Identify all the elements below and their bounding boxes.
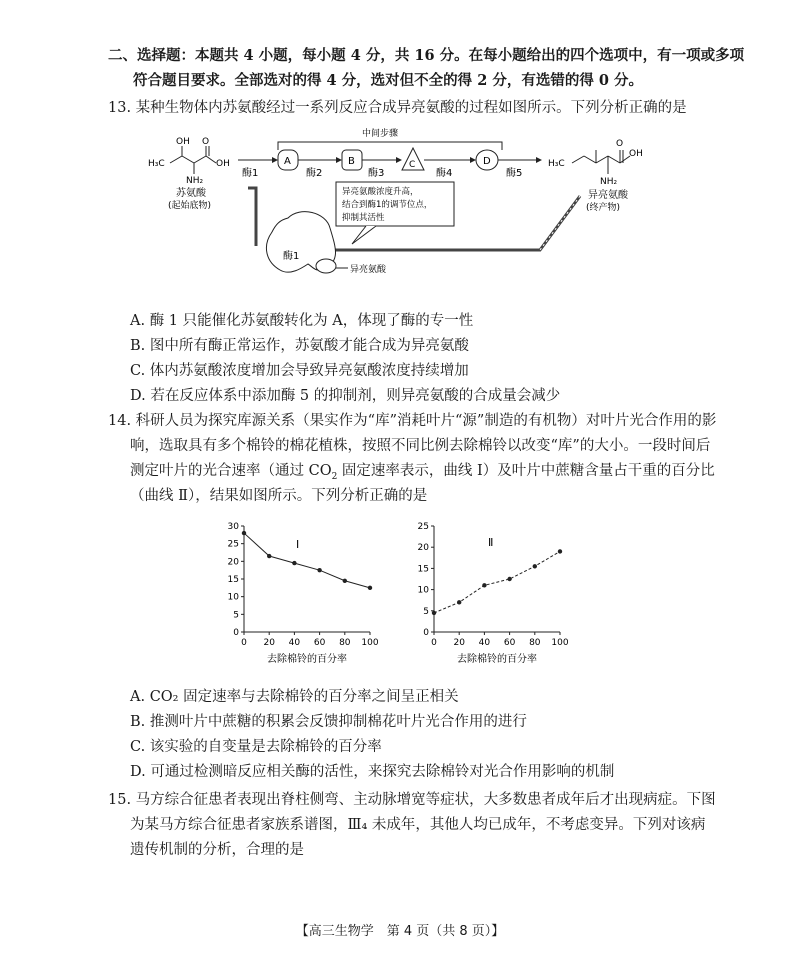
threonine-o: O <box>202 137 210 147</box>
curve-label: Ⅱ <box>488 536 494 549</box>
y-tick-label: 15 <box>417 564 429 575</box>
node-c-label: C <box>409 160 416 170</box>
data-point <box>533 564 537 568</box>
y-tick-label: 0 <box>423 628 429 638</box>
enzyme5-step: 酶5 <box>506 168 523 179</box>
q13-option-a: A. 酶 1 只能催化苏氨酸转化为 A，体现了酶的专一性 <box>130 313 474 329</box>
data-point <box>292 561 296 565</box>
x-tick-label: 80 <box>339 638 351 648</box>
data-point <box>507 577 511 581</box>
y-tick-label: 25 <box>417 522 429 532</box>
y-tick-label: 5 <box>423 606 429 617</box>
x-tick-label: 40 <box>478 638 491 648</box>
data-point <box>267 554 271 558</box>
y-tick-label: 10 <box>417 585 429 596</box>
enzyme1-step: 酶1 <box>242 168 259 179</box>
isoleucine-label: 异亮氨酸 <box>588 190 628 201</box>
callout-line3: 抑制其活性 <box>342 213 385 223</box>
q14-stem-line3 <box>130 461 715 487</box>
x-tick-label: 40 <box>288 638 301 648</box>
y-tick-label: 25 <box>227 539 239 550</box>
isoleucine-small-label: 异亮氨酸 <box>350 265 387 275</box>
q15-line1: 15. 马方综合征患者表现出脊柱侧弯、主动脉增宽等症状，大多数患者成年后才出现病症。下图 <box>108 792 716 808</box>
q15-line3: 遗传机制的分析，合理的是 <box>130 842 304 858</box>
x-tick-label: 100 <box>361 638 379 648</box>
chart-curve-2 <box>412 516 582 666</box>
isoleucine-o: O <box>616 139 624 149</box>
q14-stem-line2: 响，选取具有多个棉铃的棉花植株，按照不同比例去除棉铃以改变“库”的大小。一段时间后 <box>130 438 711 454</box>
enzyme3-step: 酶3 <box>368 168 385 179</box>
threonine-structure <box>170 146 216 174</box>
q14-stem-line3-a: 测定叶片的光合速率（通过 CO <box>130 463 332 479</box>
q13-option-b: B. 图中所有酶正常运作，苏氨酸才能合成为异亮氨酸 <box>130 338 469 354</box>
middle-steps-bracket <box>278 142 502 150</box>
q14-option-d: D. 可通过检测暗反应相关酶的活性，来探究去除棉铃对光合作用影响的机制 <box>130 764 615 780</box>
q13-option-c: C. 体内苏氨酸浓度增加会导致异亮氨酸浓度持续增加 <box>130 363 469 379</box>
q14-stem-line4: （曲线 Ⅱ），结果如图所示。下列分析正确的是 <box>130 488 428 504</box>
series-line <box>244 533 370 588</box>
q15-line2: 为某马方综合征患者家族系谱图，Ⅲ₄ 未成年，其他人均已成年，不考虑变异。下列对该病 <box>130 817 706 833</box>
data-point <box>482 583 486 587</box>
q14-stem-line3-b: 固定速率表示，曲线 Ⅰ）及叶片中蔗糖含量占干重的百分比 <box>337 463 715 479</box>
section-header-line2: 符合题目要求。全部选对的得 4 分，选对但不全的得 2 分，有选错的得 0 分。 <box>133 72 644 89</box>
enzyme4-step: 酶4 <box>436 168 453 179</box>
x-tick-label: 100 <box>551 638 569 648</box>
q14-option-c: C. 该实验的自变量是去除棉铃的百分率 <box>130 739 382 755</box>
x-tick-label: 20 <box>453 638 465 648</box>
isoleucine-nh2: NH₂ <box>600 177 618 187</box>
x-tick-label: 60 <box>503 638 516 648</box>
x-tick-label: 80 <box>529 638 541 648</box>
chart-curve-1 <box>222 516 392 666</box>
callout-line2: 结合到酶1的调节位点， <box>342 200 433 210</box>
q14-stem-line1: 14. 科研人员为探究库源关系（果实作为“库”消耗叶片“源”制造的有机物）对叶片光合作用的影 <box>108 413 717 429</box>
x-tick-label: 60 <box>313 638 326 648</box>
q13-option-d: D. 若在反应体系中添加酶 5 的抑制剂，则异亮氨酸的合成量会减少 <box>130 388 561 404</box>
y-tick-label: 30 <box>227 522 239 532</box>
q13-stem: 13. 某种生物体内苏氨酸经过一系列反应合成异亮氨酸的过程如图所示。下列分析正确的是 <box>108 100 687 116</box>
data-point <box>317 568 321 572</box>
isoleucine-structure <box>572 150 630 174</box>
threonine-nh2: NH₂ <box>186 176 204 186</box>
threonine-oh: OH <box>176 137 190 147</box>
y-tick-label: 10 <box>227 592 239 603</box>
isoleucine-h3c: H₃C <box>548 159 565 169</box>
data-point <box>432 611 436 615</box>
isoleucine-bound <box>316 259 336 273</box>
q14-option-b: B. 推测叶片中蔗糖的积累会反馈抑制棉花叶片光合作用的进行 <box>130 714 527 730</box>
x-tick-label: 0 <box>431 638 437 648</box>
enzyme2-step: 酶2 <box>306 168 323 179</box>
y-tick-label: 0 <box>233 628 239 638</box>
page-footer: 【高三生物学 第 4 页（共 8 页）】 <box>295 924 505 939</box>
y-tick-label: 20 <box>227 557 239 568</box>
series-line <box>434 551 560 612</box>
threonine-note: (起始底物) <box>168 201 212 211</box>
curve-label: Ⅰ <box>296 538 300 551</box>
enzyme1-connector <box>248 188 256 246</box>
data-point <box>368 586 372 590</box>
middle-steps-label: 中间步骤 <box>362 129 399 139</box>
x-tick-label: 0 <box>241 638 247 648</box>
x-axis-label: 去除棉铃的百分率 <box>267 654 347 665</box>
isoleucine-note: (终产物) <box>586 203 621 213</box>
threonine-h3c: H₃C <box>148 159 165 169</box>
threonine-label: 苏氨酸 <box>176 188 206 199</box>
section-header-line1: 二、选择题：本题共 4 小题，每小题 4 分，共 16 分。在每小题给出的四个选项中，有一项或多项 <box>108 47 745 64</box>
q14-option-a: A. CO₂ 固定速率与去除棉铃的百分率之间呈正相关 <box>130 689 459 705</box>
x-tick-label: 20 <box>263 638 275 648</box>
node-d-label: D <box>483 156 491 167</box>
data-point <box>343 579 347 583</box>
data-point <box>457 600 461 604</box>
y-tick-label: 5 <box>233 610 239 621</box>
node-b-label: B <box>348 156 355 167</box>
enzyme1-blob-label: 酶1 <box>283 251 300 262</box>
isoleucine-oh: OH <box>629 149 643 159</box>
threonine-oh-right: OH <box>216 159 230 169</box>
q14-stem-line3-sub: 2 <box>331 471 338 482</box>
data-point <box>242 531 246 535</box>
y-tick-label: 20 <box>417 543 429 554</box>
data-point <box>558 549 562 553</box>
callout-line1: 异亮氨酸浓度升高， <box>342 187 419 197</box>
x-axis-label: 去除棉铃的百分率 <box>457 654 537 665</box>
q13-pathway-diagram <box>140 118 680 298</box>
node-a-label: A <box>284 156 291 167</box>
y-tick-label: 15 <box>227 575 239 585</box>
